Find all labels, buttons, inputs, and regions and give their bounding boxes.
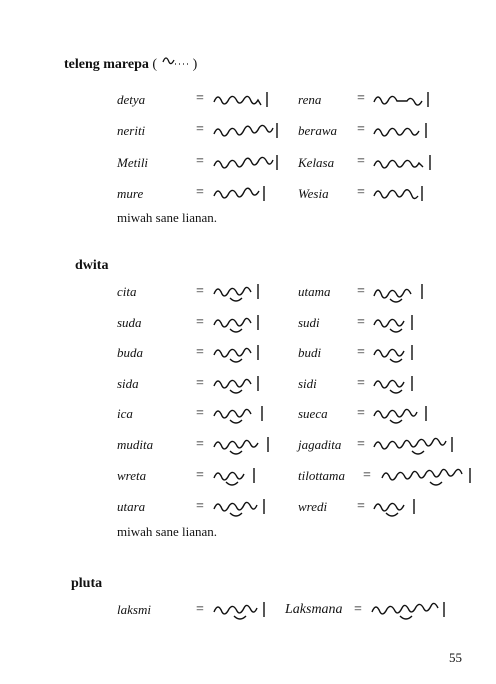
equals-sign: = xyxy=(196,468,204,483)
balinese-script-icon xyxy=(212,462,260,490)
balinese-script-icon xyxy=(212,278,264,306)
section-heading-teleng-marepa: teleng marepa ( ) xyxy=(64,52,197,73)
heading-script-mark: ( ) xyxy=(152,57,197,72)
word-latin: jagadita xyxy=(298,437,342,452)
word-latin: budi xyxy=(298,345,322,360)
equals-sign: = xyxy=(196,406,204,421)
equals-sign: = xyxy=(196,437,204,452)
balinese-script-icon xyxy=(212,180,270,206)
equals-sign: = xyxy=(357,376,365,391)
equals-sign: = xyxy=(354,602,362,617)
word-latin: rena xyxy=(298,92,322,107)
equals-sign: = xyxy=(196,122,204,137)
word-latin: sueca xyxy=(298,406,328,421)
balinese-script-icon xyxy=(372,309,418,337)
word-latin: sidi xyxy=(298,376,317,391)
word-latin: ica xyxy=(117,406,133,421)
page-number: 55 xyxy=(449,650,462,665)
word-latin: Metili xyxy=(117,155,149,170)
balinese-script-icon xyxy=(212,150,282,174)
balinese-script-icon xyxy=(212,431,274,459)
balinese-script-icon xyxy=(212,400,268,428)
equals-sign: = xyxy=(357,315,365,330)
balinese-script-icon xyxy=(212,493,270,521)
balinese-script-icon xyxy=(212,118,282,142)
equals-sign: = xyxy=(196,185,204,200)
balinese-script-icon xyxy=(370,596,450,624)
equals-sign: = xyxy=(357,91,365,106)
word-latin: sida xyxy=(117,376,139,391)
word-latin: cita xyxy=(117,284,137,299)
balinese-script-icon xyxy=(212,596,270,624)
balinese-script-icon xyxy=(372,339,418,367)
balinese-script-icon xyxy=(212,339,264,367)
balinese-glyph-icon xyxy=(161,52,193,68)
equals-sign: = xyxy=(357,437,365,452)
word-latin: sudi xyxy=(298,315,320,330)
word-latin: neriti xyxy=(117,123,146,138)
equals-sign: = xyxy=(357,406,365,421)
equals-sign: = xyxy=(357,345,365,360)
equals-sign: = xyxy=(357,284,365,299)
balinese-script-icon xyxy=(212,309,264,337)
equals-sign: = xyxy=(196,602,204,617)
balinese-script-icon xyxy=(372,400,432,428)
word-latin: utara xyxy=(117,499,146,514)
equals-sign: = xyxy=(357,122,365,137)
section-heading-dwita: dwita xyxy=(75,258,109,273)
equals-sign: = xyxy=(196,376,204,391)
equals-sign: = xyxy=(196,154,204,169)
balinese-script-icon xyxy=(212,370,264,398)
note-text: miwah sane lianan. xyxy=(117,210,217,225)
balinese-script-icon xyxy=(372,150,436,174)
word-latin: utama xyxy=(298,284,331,299)
equals-sign: = xyxy=(196,284,204,299)
word-latin: laksmi xyxy=(117,602,151,617)
word-latin: buda xyxy=(117,345,143,360)
balinese-script-icon xyxy=(372,180,428,206)
equals-sign: = xyxy=(196,499,204,514)
note-text: miwah sane lianan. xyxy=(117,524,217,539)
word-latin: Laksmana xyxy=(285,602,343,617)
equals-sign: = xyxy=(196,91,204,106)
equals-sign: = xyxy=(357,499,365,514)
balinese-script-icon xyxy=(380,462,476,490)
equals-sign: = xyxy=(363,468,371,483)
balinese-script-icon xyxy=(372,431,458,459)
equals-sign: = xyxy=(357,154,365,169)
word-latin: berawa xyxy=(298,123,337,138)
word-latin: wredi xyxy=(298,499,328,514)
word-latin: Wesia xyxy=(298,186,329,201)
word-latin: suda xyxy=(117,315,142,330)
word-latin: detya xyxy=(117,92,146,107)
word-latin: mure xyxy=(117,186,144,201)
balinese-script-icon xyxy=(372,278,428,306)
balinese-script-icon xyxy=(372,88,434,110)
word-latin: Kelasa xyxy=(298,155,335,170)
section-heading-pluta: pluta xyxy=(71,576,103,591)
word-latin: tilottama xyxy=(298,468,345,483)
balinese-script-icon xyxy=(372,370,418,398)
word-latin: wreta xyxy=(117,468,147,483)
equals-sign: = xyxy=(196,345,204,360)
balinese-script-icon xyxy=(212,88,272,110)
equals-sign: = xyxy=(196,315,204,330)
equals-sign: = xyxy=(357,185,365,200)
balinese-script-icon xyxy=(372,493,420,521)
balinese-script-icon xyxy=(372,118,432,142)
word-latin: mudita xyxy=(117,437,154,452)
